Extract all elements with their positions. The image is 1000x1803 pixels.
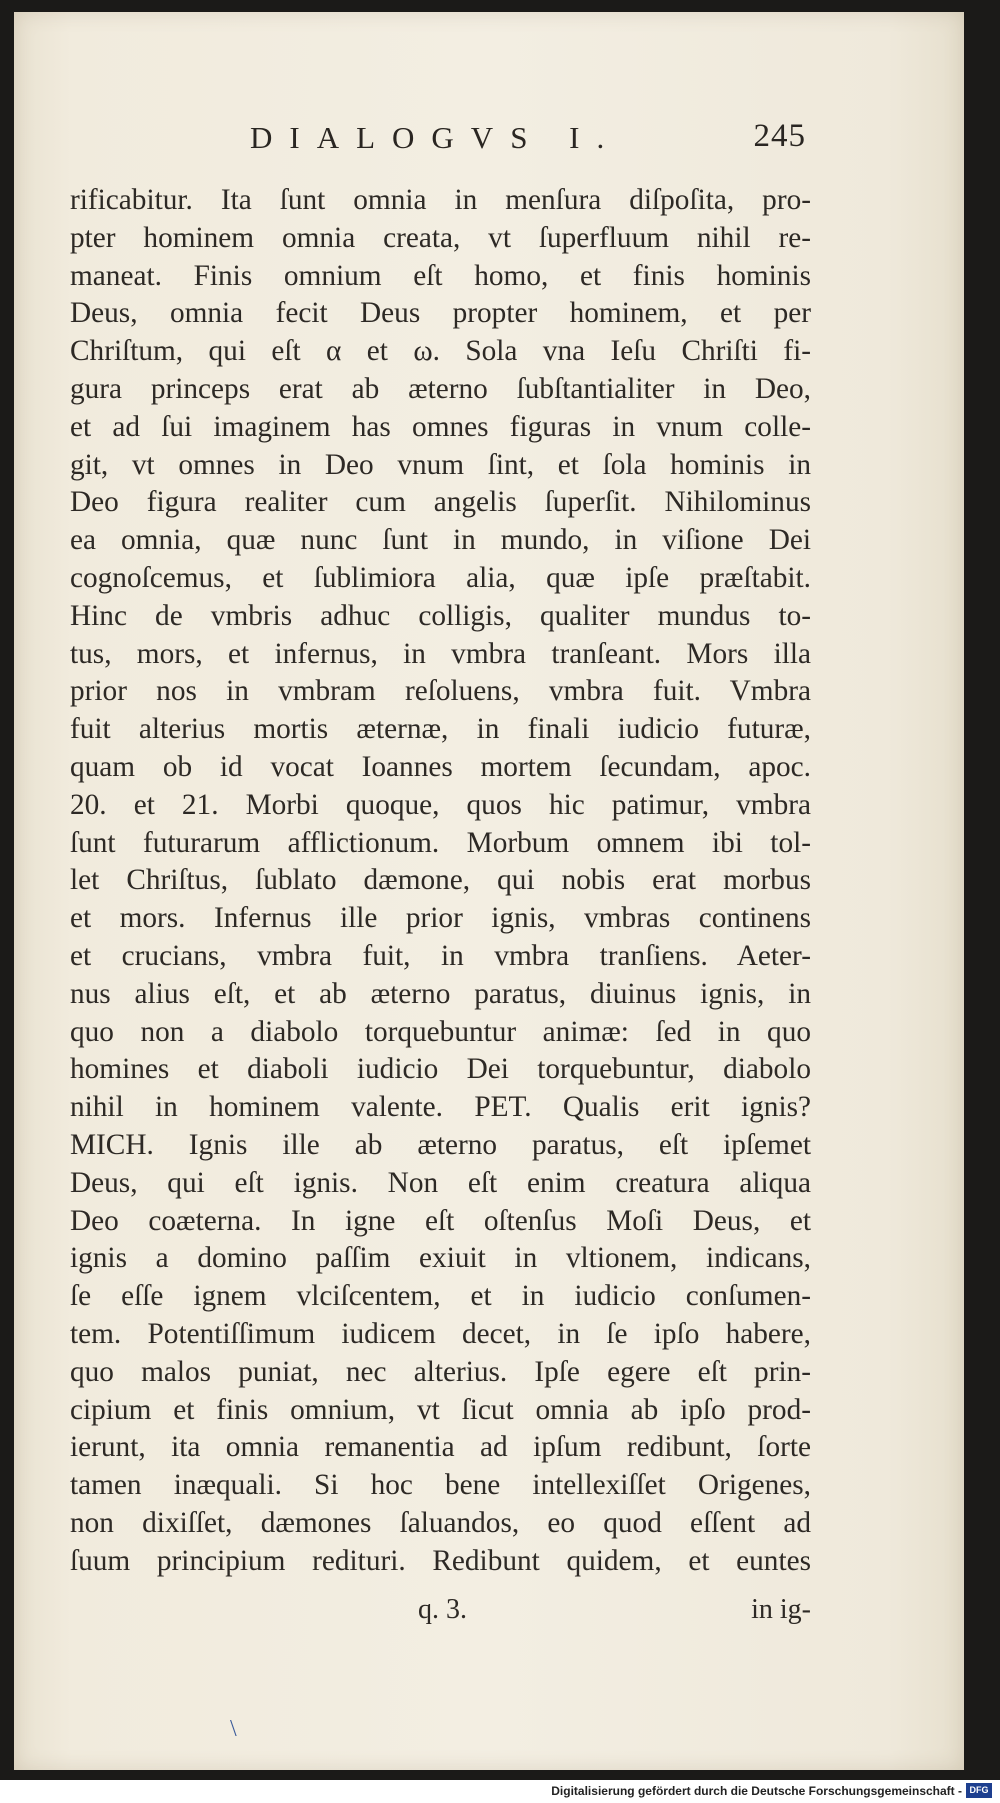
credit-text: Digitalisierung gefördert durch die Deutsche Forschungsgemeinschaft - (551, 1784, 962, 1798)
text-line: ierunt, ita omnia remanentia ad ipſum redibunt, ſorte (70, 1431, 811, 1464)
text-line: cipium et finis omnium, vt ſicut omnia ab ipſo prod- (70, 1393, 811, 1426)
text-line: ſunt futurarum afflictionum. Morbum omnem ibi tol- (70, 826, 811, 859)
text-line: Hinc de vmbris adhuc colligis, qualiter mundus to- (70, 599, 811, 632)
text-line: prior nos in vmbram reſoluens, vmbra fuit. Vmbra (70, 675, 811, 708)
catchword: in ig- (751, 1594, 811, 1625)
page-number: 245 (753, 118, 806, 154)
text-line: quo non a diabolo torquebuntur animæ: ſed in quo (70, 1015, 811, 1048)
text-line: pter hominem omnia creata, vt ſuperfluum nihil re- (70, 221, 811, 254)
text-line: tus, mors, et infernus, in vmbra tranſeant. Mors illa (70, 637, 811, 670)
text-line: et mors. Infernus ille prior ignis, vmbras continens (70, 902, 811, 935)
text-line: rificabitur. Ita ſunt omnia in menſura diſpoſita, pro- (70, 184, 811, 216)
text-line: Deus, qui eſt ignis. Non eſt enim creatura aliqua (70, 1166, 811, 1199)
text-line: MICH. Ignis ille ab æterno paratus, eſt ipſemet (70, 1128, 811, 1161)
signature-mark: q. 3. (418, 1594, 467, 1625)
text-line: gura princeps erat ab æterno ſubſtantialiter in Deo, (70, 372, 811, 405)
text-line: non dixiſſet, dæmones ſaluandos, eo quod eſſent ad (70, 1506, 811, 1539)
stray-ink-mark: \ (230, 1716, 237, 1742)
text-line: fuit alterius mortis æternæ, in finali iudicio futuræ, (70, 713, 811, 746)
text-line: ea omnia, quæ nunc ſunt in mundo, in viſione Dei (70, 524, 811, 557)
text-line: et crucians, vmbra fuit, in vmbra tranſiens. Aeter- (70, 939, 811, 972)
body-text (70, 182, 811, 1580)
text-line: cognoſcemus, et ſublimiora alia, quæ ipſe præſtabit. (70, 561, 811, 594)
text-line: nihil in hominem valente. PET. Qualis erit ignis? (70, 1091, 811, 1124)
text-line: quo malos puniat, nec alterius. Ipſe egere eſt prin- (70, 1355, 811, 1388)
page-header (78, 112, 806, 162)
dfg-logo: DFG (966, 1783, 992, 1798)
running-head: DIALOGVS I. (250, 120, 622, 155)
text-line: et ad ſui imaginem has omnes figuras in vnum colle- (70, 410, 811, 443)
text-line: Deo figura realiter cum angelis ſuperſit. Nihilominus (70, 486, 811, 519)
text-line: ignis a domino paſſim exiuit in vltionem, indicans, (70, 1242, 811, 1275)
text-line: nus alius eſt, et ab æterno paratus, diuinus ignis, in (70, 977, 811, 1010)
credit-bar (0, 1780, 1000, 1803)
text-line: Chriſtum, qui eſt α et ω. Sola vna Ieſu Chriſti fi- (70, 335, 811, 368)
page-footer (70, 1594, 811, 1634)
text-line: tamen inæquali. Si hoc bene intellexiſſet Origenes, (70, 1469, 811, 1502)
text-line: quam ob id vocat Ioannes mortem ſecundam, apoc. (70, 750, 811, 783)
text-line: Deus, omnia fecit Deus propter hominem, et per (70, 297, 811, 330)
text-line: maneat. Finis omnium eſt homo, et finis hominis (70, 259, 811, 292)
text-line: git, vt omnes in Deo vnum ſint, et ſola hominis in (70, 448, 811, 481)
text-line: ſuum principium redituri. Redibunt quidem, et euntes (70, 1544, 811, 1577)
book-page (14, 12, 964, 1770)
text-line: Deo coæterna. In igne eſt oſtenſus Moſi Deus, et (70, 1204, 811, 1237)
text-line: homines et diaboli iudicio Dei torquebuntur, diabolo (70, 1053, 811, 1086)
text-line: ſe eſſe ignem vlciſcentem, et in iudicio conſumen- (70, 1280, 811, 1313)
text-line: let Chriſtus, ſublato dæmone, qui nobis erat morbus (70, 864, 811, 897)
text-line: tem. Potentiſſimum iudicem decet, in ſe ipſo habere, (70, 1317, 811, 1350)
text-line: 20. et 21. Morbi quoque, quos hic patimur, vmbra (70, 788, 811, 821)
